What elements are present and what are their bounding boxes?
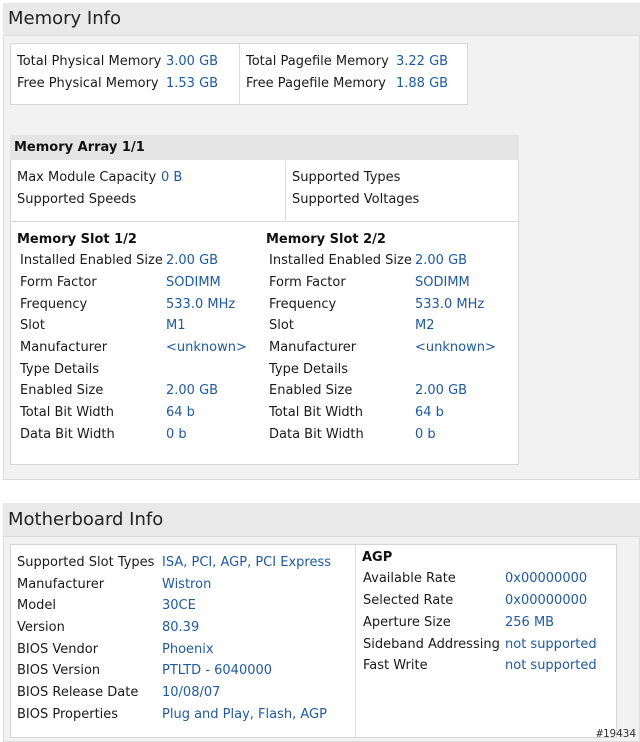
memory-info-header <box>3 3 640 35</box>
agp-sideband-addressing-label: Sideband Addressing <box>363 637 500 652</box>
slot1-data-bit-width-value: 0 b <box>166 427 187 442</box>
slot2-data-bit-width-label: Data Bit Width <box>269 427 364 442</box>
total-pagefile-memory-label: Total Pagefile Memory <box>246 54 389 69</box>
agp-aperture-size-value: 256 MB <box>505 615 555 630</box>
memory-info-title: Memory Info <box>8 8 121 29</box>
memory-array-title: Memory Array 1/1 <box>14 140 145 155</box>
slot2-manufacturer-value: <unknown> <box>415 340 496 355</box>
slot2-total-bit-width-value: 64 b <box>415 405 444 420</box>
supported-slot-types-label: Supported Slot Types <box>17 555 155 570</box>
slot2-manufacturer-label: Manufacturer <box>269 340 357 355</box>
slot1-form-factor-label: Form Factor <box>20 275 97 290</box>
memory-slot-1-title: Memory Slot 1/2 <box>17 232 137 247</box>
agp-selected-rate-label: Selected Rate <box>363 593 454 608</box>
manufacturer-value: Wistron <box>162 577 212 592</box>
supported-types-label: Supported Types <box>292 170 401 185</box>
agp-fast-write-label: Fast Write <box>363 658 428 673</box>
agp-aperture-size-label: Aperture Size <box>363 615 451 630</box>
agp-fast-write-value: not supported <box>505 658 597 673</box>
manufacturer-label: Manufacturer <box>17 577 105 592</box>
bios-properties-label: BIOS Properties <box>17 707 119 722</box>
watermark-text: #19434 <box>596 727 636 740</box>
total-pagefile-memory-value: 3.22 GB <box>396 54 449 69</box>
supported-slot-types-value: ISA, PCI, AGP, PCI Express <box>162 555 331 570</box>
bios-release-date-value: 10/08/07 <box>162 685 221 700</box>
slot2-slot-label: Slot <box>269 318 294 333</box>
version-value: 80.39 <box>162 620 200 635</box>
bios-vendor-label: BIOS Vendor <box>17 642 99 657</box>
slot1-form-factor-value: SODIMM <box>166 275 221 290</box>
free-pagefile-memory-label: Free Pagefile Memory <box>246 76 386 91</box>
slot1-installed-size-label: Installed Enabled Size <box>20 253 163 268</box>
supported-speeds-label: Supported Speeds <box>17 192 137 207</box>
max-module-capacity-value: 0 B <box>161 170 183 185</box>
slot2-enabled-size-value: 2.00 GB <box>415 383 468 398</box>
slot2-type-details-label: Type Details <box>269 362 349 377</box>
model-value: 30CE <box>162 598 196 613</box>
slot2-form-factor-value: SODIMM <box>415 275 470 290</box>
free-physical-memory-label: Free Physical Memory <box>17 76 159 91</box>
free-physical-memory-value: 1.53 GB <box>166 76 219 91</box>
slot2-form-factor-label: Form Factor <box>269 275 346 290</box>
slot1-manufacturer-label: Manufacturer <box>20 340 108 355</box>
slot2-installed-size-value: 2.00 GB <box>415 253 468 268</box>
total-physical-memory-value: 3.00 GB <box>166 54 219 69</box>
max-module-capacity-label: Max Module Capacity <box>17 170 157 185</box>
slot1-total-bit-width-value: 64 b <box>166 405 195 420</box>
bios-version-value: PTLTD - 6040000 <box>162 663 273 678</box>
agp-available-rate-label: Available Rate <box>363 571 456 586</box>
memory-array-header <box>10 135 519 160</box>
total-physical-memory-label: Total Physical Memory <box>17 54 162 69</box>
slot2-frequency-label: Frequency <box>269 297 337 312</box>
slot1-slot-label: Slot <box>20 318 45 333</box>
slot2-data-bit-width-value: 0 b <box>415 427 436 442</box>
version-label: Version <box>17 620 65 635</box>
motherboard-info-header <box>3 503 640 536</box>
agp-title: AGP <box>362 550 393 565</box>
memory-slot-2-title: Memory Slot 2/2 <box>266 232 386 247</box>
bios-release-date-label: BIOS Release Date <box>17 685 139 700</box>
slot1-enabled-size-value: 2.00 GB <box>166 383 219 398</box>
bios-version-label: BIOS Version <box>17 663 101 678</box>
slot1-total-bit-width-label: Total Bit Width <box>20 405 115 420</box>
slot2-frequency-value: 533.0 MHz <box>415 297 485 312</box>
slot2-slot-value: M2 <box>415 318 435 333</box>
agp-available-rate-value: 0x00000000 <box>505 571 588 586</box>
slot1-enabled-size-label: Enabled Size <box>20 383 104 398</box>
slot1-installed-size-value: 2.00 GB <box>166 253 219 268</box>
bios-vendor-value: Phoenix <box>162 642 214 657</box>
slot1-manufacturer-value: <unknown> <box>166 340 247 355</box>
slot1-frequency-label: Frequency <box>20 297 88 312</box>
agp-sideband-addressing-value: not supported <box>505 637 597 652</box>
slot2-enabled-size-label: Enabled Size <box>269 383 353 398</box>
slot2-total-bit-width-label: Total Bit Width <box>269 405 364 420</box>
slot1-type-details-label: Type Details <box>20 362 100 377</box>
bios-properties-value: Plug and Play, Flash, AGP <box>162 707 327 722</box>
slot1-data-bit-width-label: Data Bit Width <box>20 427 115 442</box>
slot2-installed-size-label: Installed Enabled Size <box>269 253 412 268</box>
slot1-frequency-value: 533.0 MHz <box>166 297 236 312</box>
free-pagefile-memory-value: 1.88 GB <box>396 76 449 91</box>
model-label: Model <box>17 598 57 613</box>
agp-selected-rate-value: 0x00000000 <box>505 593 588 608</box>
supported-voltages-label: Supported Voltages <box>292 192 420 207</box>
motherboard-info-title: Motherboard Info <box>8 509 164 530</box>
slot1-slot-value: M1 <box>166 318 186 333</box>
